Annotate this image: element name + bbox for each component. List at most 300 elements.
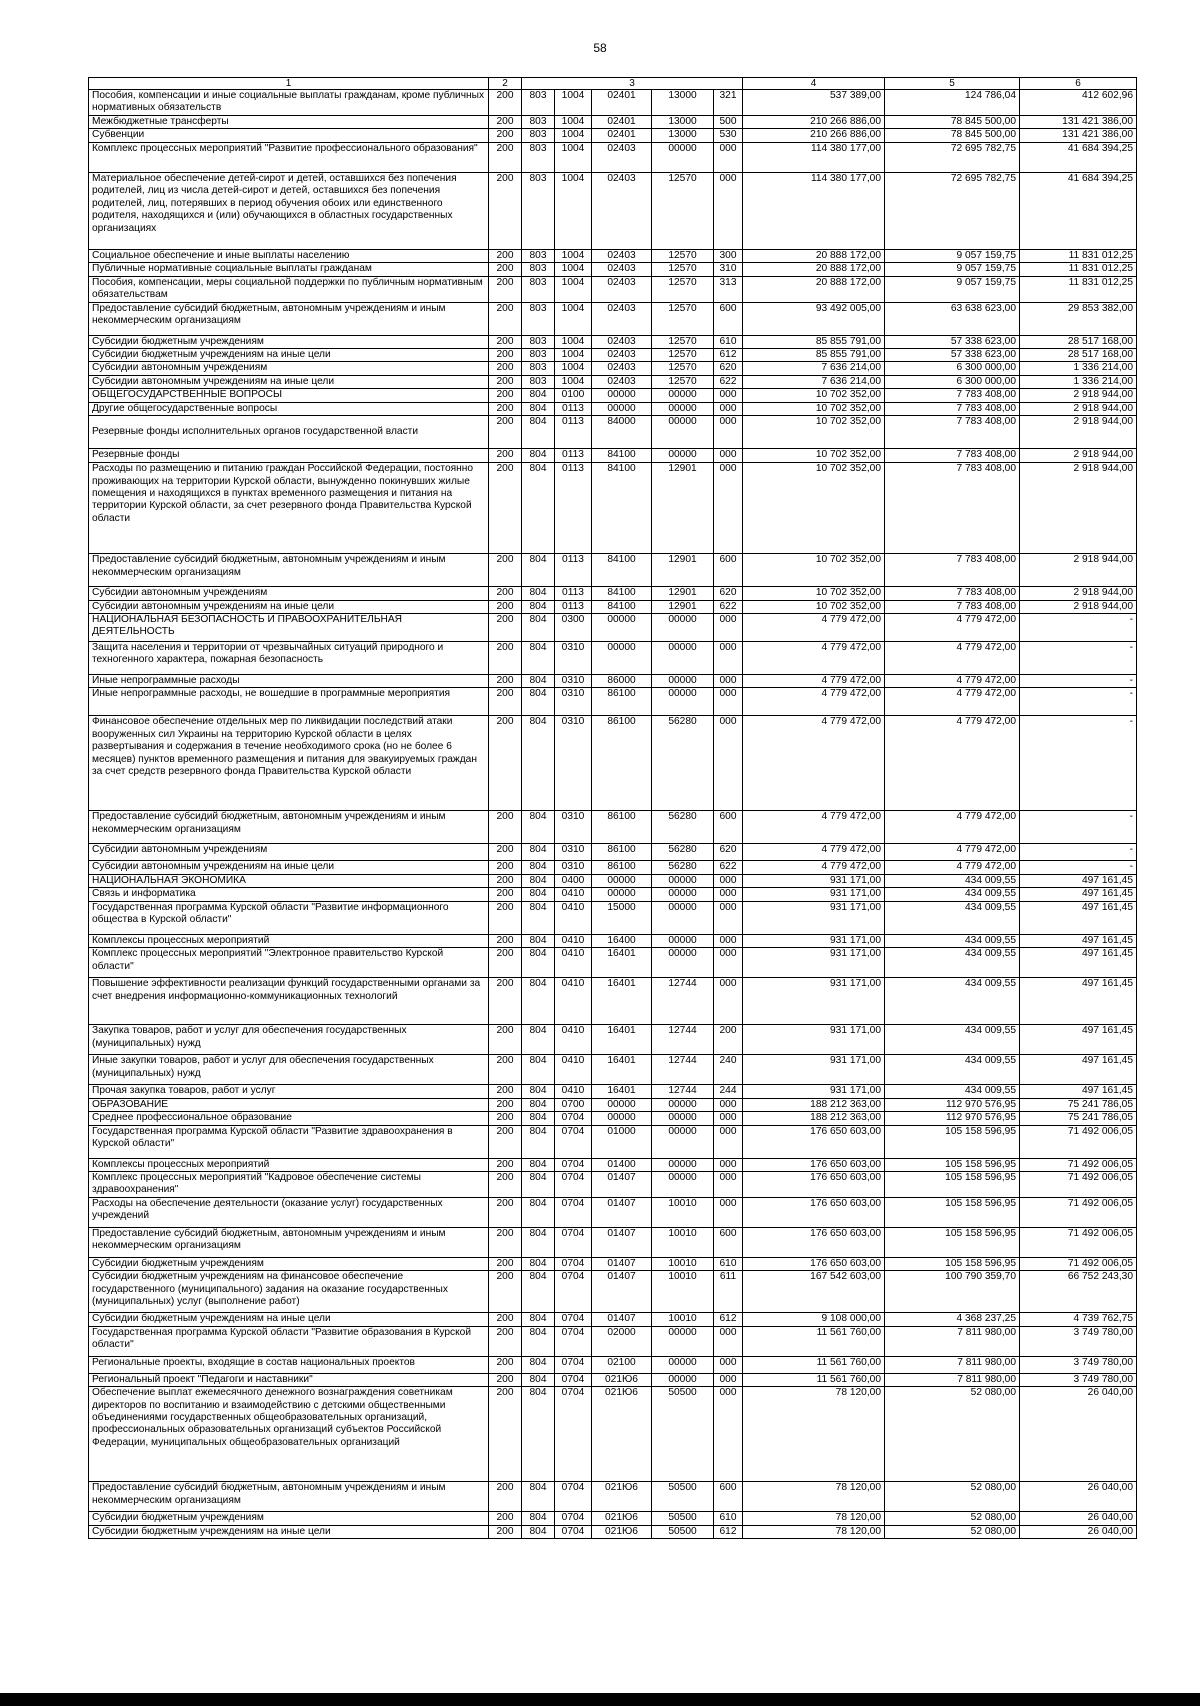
code-direction: 12901 [652, 587, 714, 600]
value-plan: 78 120,00 [743, 1387, 885, 1482]
row-name: Государственная программа Курской области "Развитие здравоохранения в Курской области" [89, 1125, 489, 1158]
code-admin: 200 [489, 978, 522, 1025]
table-row [89, 554, 1137, 587]
code-program: 01407 [592, 1271, 652, 1313]
code-ministry: 803 [522, 249, 555, 262]
row-name: Социальное обеспечение и иные выплаты населению [89, 249, 489, 262]
row-name: НАЦИОНАЛЬНАЯ БЕЗОПАСНОСТЬ И ПРАВООХРАНИТЕЛЬНАЯ ДЕЯТЕЛЬНОСТЬ [89, 614, 489, 642]
code-program: 02000 [592, 1326, 652, 1356]
value-remaining: - [1020, 811, 1137, 844]
code-section: 0113 [555, 463, 592, 554]
code-ministry: 804 [522, 978, 555, 1025]
table-row [89, 1197, 1137, 1227]
code-direction: 00000 [652, 874, 714, 887]
code-admin: 200 [489, 129, 522, 142]
code-admin: 200 [489, 874, 522, 887]
code-program: 00000 [592, 389, 652, 402]
code-ministry: 804 [522, 1171, 555, 1197]
code-direction: 12570 [652, 362, 714, 375]
value-executed: 434 009,55 [885, 978, 1020, 1025]
code-section: 0704 [555, 1313, 592, 1326]
table-row [89, 302, 1137, 335]
code-expense-type: 000 [714, 934, 743, 947]
code-expense-type: 620 [714, 362, 743, 375]
code-program: 01407 [592, 1171, 652, 1197]
table-row [89, 642, 1137, 675]
code-expense-type: 000 [714, 1326, 743, 1356]
value-remaining: 11 831 012,25 [1020, 249, 1137, 262]
table-row [89, 844, 1137, 861]
value-remaining: 26 040,00 [1020, 1387, 1137, 1482]
code-admin: 200 [489, 302, 522, 335]
code-section: 0113 [555, 554, 592, 587]
code-direction: 50500 [652, 1387, 714, 1482]
value-executed: 105 158 596,95 [885, 1158, 1020, 1171]
code-expense-type: 620 [714, 587, 743, 600]
value-executed: 7 811 980,00 [885, 1373, 1020, 1386]
code-section: 0704 [555, 1387, 592, 1482]
code-direction: 56280 [652, 861, 714, 874]
table-row [89, 1482, 1137, 1512]
row-name: Пособия, компенсации, меры социальной поддержки по публичным нормативным обязательствам [89, 276, 489, 302]
code-section: 0113 [555, 416, 592, 449]
row-name: Материальное обеспечение детей-сирот и детей, оставшихся без попечения родителей, лиц из числа детей-сирот и детей, оставшихся без попечения родителей, лиц, потерявших в период обучения обоих или единственного родителя, находящихся и (или) обучающихся в областных государственных организациях [89, 172, 489, 249]
code-ministry: 804 [522, 1098, 555, 1111]
code-section: 0310 [555, 811, 592, 844]
value-executed: 63 638 623,00 [885, 302, 1020, 335]
value-remaining: 41 684 394,25 [1020, 142, 1137, 172]
value-executed: 105 158 596,95 [885, 1125, 1020, 1158]
code-admin: 200 [489, 675, 522, 688]
value-plan: 4 779 472,00 [743, 861, 885, 874]
code-program: 02403 [592, 335, 652, 348]
value-executed: 9 057 159,75 [885, 263, 1020, 276]
code-expense-type: 622 [714, 375, 743, 388]
table-row [89, 934, 1137, 947]
code-admin: 200 [489, 1313, 522, 1326]
value-remaining: 71 492 006,05 [1020, 1158, 1137, 1171]
code-expense-type: 000 [714, 1373, 743, 1386]
value-plan: 85 855 791,00 [743, 348, 885, 361]
value-executed: 4 779 472,00 [885, 642, 1020, 675]
value-plan: 85 855 791,00 [743, 335, 885, 348]
code-section: 1004 [555, 335, 592, 348]
code-expense-type: 000 [714, 948, 743, 978]
code-ministry: 804 [522, 1197, 555, 1227]
table-row [89, 1158, 1137, 1171]
code-section: 1004 [555, 249, 592, 262]
value-plan: 20 888 172,00 [743, 276, 885, 302]
row-name: Комплекс процессных мероприятий "Электронное правительство Курской области" [89, 948, 489, 978]
row-name: Субсидии автономным учреждениям на иные цели [89, 375, 489, 388]
code-expense-type: 612 [714, 1525, 743, 1538]
code-program: 021Ю6 [592, 1482, 652, 1512]
code-program: 84000 [592, 416, 652, 449]
row-name: Комплекс процессных мероприятий "Развитие профессионального образования" [89, 142, 489, 172]
value-executed: 7 783 408,00 [885, 402, 1020, 415]
code-section: 0704 [555, 1158, 592, 1171]
code-ministry: 804 [522, 934, 555, 947]
code-admin: 200 [489, 263, 522, 276]
code-ministry: 804 [522, 587, 555, 600]
value-remaining: 2 918 944,00 [1020, 600, 1137, 613]
code-ministry: 804 [522, 1158, 555, 1171]
code-direction: 13000 [652, 90, 714, 116]
value-plan: 4 779 472,00 [743, 716, 885, 811]
row-name: Региональный проект "Педагоги и наставники" [89, 1373, 489, 1386]
value-remaining: 11 831 012,25 [1020, 276, 1137, 302]
code-ministry: 803 [522, 375, 555, 388]
code-ministry: 804 [522, 861, 555, 874]
code-admin: 200 [489, 1525, 522, 1538]
code-admin: 200 [489, 587, 522, 600]
code-ministry: 803 [522, 90, 555, 116]
code-direction: 00000 [652, 688, 714, 716]
table-row [89, 348, 1137, 361]
table-row [89, 688, 1137, 716]
value-executed: 4 779 472,00 [885, 716, 1020, 811]
row-name: Субсидии автономным учреждениям на иные цели [89, 861, 489, 874]
value-remaining: 497 161,45 [1020, 934, 1137, 947]
code-expense-type: 000 [714, 1197, 743, 1227]
code-expense-type: 622 [714, 600, 743, 613]
code-section: 0704 [555, 1197, 592, 1227]
table-row [89, 901, 1137, 934]
code-section: 0410 [555, 888, 592, 901]
value-executed: 112 970 576,95 [885, 1112, 1020, 1125]
value-executed: 7 783 408,00 [885, 463, 1020, 554]
value-remaining: 71 492 006,05 [1020, 1125, 1137, 1158]
value-plan: 176 650 603,00 [743, 1227, 885, 1257]
code-direction: 12570 [652, 302, 714, 335]
code-program: 84100 [592, 600, 652, 613]
code-expense-type: 000 [714, 142, 743, 172]
table-row [89, 675, 1137, 688]
value-remaining: 26 040,00 [1020, 1482, 1137, 1512]
code-program: 16401 [592, 1055, 652, 1085]
value-remaining: 2 918 944,00 [1020, 587, 1137, 600]
code-admin: 200 [489, 934, 522, 947]
scan-bottom-edge [0, 1693, 1200, 1706]
code-program: 00000 [592, 642, 652, 675]
code-program: 00000 [592, 614, 652, 642]
code-direction: 12744 [652, 978, 714, 1025]
code-direction: 00000 [652, 888, 714, 901]
value-plan: 10 702 352,00 [743, 389, 885, 402]
table-row [89, 587, 1137, 600]
code-ministry: 804 [522, 1085, 555, 1098]
code-program: 84100 [592, 449, 652, 463]
row-name: Государственная программа Курской области "Развитие образования в Курской области" [89, 1326, 489, 1356]
table-row [89, 1227, 1137, 1257]
code-ministry: 803 [522, 362, 555, 375]
code-program: 021Ю6 [592, 1525, 652, 1538]
code-expense-type: 500 [714, 115, 743, 128]
table-row [89, 172, 1137, 249]
code-admin: 200 [489, 600, 522, 613]
code-ministry: 804 [522, 463, 555, 554]
value-remaining: 1 336 214,00 [1020, 375, 1137, 388]
code-section: 1004 [555, 115, 592, 128]
code-program: 00000 [592, 402, 652, 415]
code-admin: 200 [489, 1512, 522, 1525]
row-name: Предоставление субсидий бюджетным, автономным учреждениям и иным некоммерческим организациям [89, 554, 489, 587]
value-executed: 52 080,00 [885, 1482, 1020, 1512]
value-remaining: 131 421 386,00 [1020, 129, 1137, 142]
code-admin: 200 [489, 115, 522, 128]
code-expense-type: 000 [714, 888, 743, 901]
value-plan: 188 212 363,00 [743, 1112, 885, 1125]
value-remaining: - [1020, 861, 1137, 874]
code-direction: 00000 [652, 1112, 714, 1125]
code-direction: 56280 [652, 716, 714, 811]
table-row [89, 978, 1137, 1025]
code-direction: 00000 [652, 449, 714, 463]
table-row [89, 1025, 1137, 1055]
code-admin: 200 [489, 642, 522, 675]
value-plan: 210 266 886,00 [743, 115, 885, 128]
table-row [89, 335, 1137, 348]
row-name: Предоставление субсидий бюджетным, автономным учреждениям и иным некоммерческим организациям [89, 1227, 489, 1257]
code-expense-type: 000 [714, 172, 743, 249]
code-direction: 13000 [652, 115, 714, 128]
row-name: Финансовое обеспечение отдельных мер по ликвидации последствий атаки вооруженных сил Украины на территорию Курской области в целях развертывания и содержания в течение необходимого срока (но не более 6 месяцев) пунктов временного размещения и питания для эвакуируемых граждан за счет средств резервного фонда Правительства Курской области [89, 716, 489, 811]
code-section: 0410 [555, 1025, 592, 1055]
code-expense-type: 000 [714, 675, 743, 688]
value-plan: 78 120,00 [743, 1482, 885, 1512]
value-remaining: 497 161,45 [1020, 978, 1137, 1025]
code-ministry: 803 [522, 115, 555, 128]
value-plan: 931 171,00 [743, 1085, 885, 1098]
value-remaining: 71 492 006,05 [1020, 1227, 1137, 1257]
code-ministry: 804 [522, 688, 555, 716]
value-remaining: 1 336 214,00 [1020, 362, 1137, 375]
row-name: Иные непрограммные расходы [89, 675, 489, 688]
code-expense-type: 600 [714, 1227, 743, 1257]
code-direction: 12570 [652, 335, 714, 348]
value-executed: 78 845 500,00 [885, 129, 1020, 142]
row-name: Публичные нормативные социальные выплаты гражданам [89, 263, 489, 276]
code-ministry: 804 [522, 1055, 555, 1085]
table-row [89, 263, 1137, 276]
value-executed: 72 695 782,75 [885, 172, 1020, 249]
value-remaining: 41 684 394,25 [1020, 172, 1137, 249]
row-name: Субсидии бюджетным учреждениям на иные цели [89, 1313, 489, 1326]
code-ministry: 804 [522, 948, 555, 978]
value-remaining: 71 492 006,05 [1020, 1171, 1137, 1197]
table-row [89, 811, 1137, 844]
value-executed: 72 695 782,75 [885, 142, 1020, 172]
code-section: 0704 [555, 1257, 592, 1270]
code-direction: 12744 [652, 1085, 714, 1098]
code-direction: 00000 [652, 1098, 714, 1111]
value-remaining: 2 918 944,00 [1020, 402, 1137, 415]
code-admin: 200 [489, 901, 522, 934]
code-admin: 200 [489, 811, 522, 844]
value-executed: 57 338 623,00 [885, 348, 1020, 361]
code-program: 86100 [592, 861, 652, 874]
code-direction: 00000 [652, 614, 714, 642]
value-plan: 188 212 363,00 [743, 1098, 885, 1111]
code-section: 0704 [555, 1356, 592, 1373]
value-plan: 10 702 352,00 [743, 587, 885, 600]
row-name: Расходы по размещению и питанию граждан Российской Федерации, постоянно проживающих на территории Курской области, вынужденно покинувших жилые помещения и находящихся в пунктах временного размещения и питания на территории Курской области, за счет резервного фонда Правительства Курской области [89, 463, 489, 554]
table-row [89, 1373, 1137, 1386]
code-section: 0113 [555, 449, 592, 463]
value-plan: 93 492 005,00 [743, 302, 885, 335]
table-row [89, 600, 1137, 613]
code-expense-type: 000 [714, 389, 743, 402]
value-executed: 7 783 408,00 [885, 449, 1020, 463]
row-name: Защита населения и территории от чрезвычайных ситуаций природного и техногенного характера, пожарная безопасность [89, 642, 489, 675]
code-admin: 200 [489, 449, 522, 463]
code-expense-type: 244 [714, 1085, 743, 1098]
code-expense-type: 321 [714, 90, 743, 116]
code-admin: 200 [489, 375, 522, 388]
code-ministry: 804 [522, 1112, 555, 1125]
code-admin: 200 [489, 1387, 522, 1482]
row-name: Комплекс процессных мероприятий "Кадровое обеспечение системы здравоохранения" [89, 1171, 489, 1197]
code-expense-type: 310 [714, 263, 743, 276]
code-program: 86100 [592, 844, 652, 861]
code-expense-type: 000 [714, 978, 743, 1025]
code-program: 16401 [592, 1025, 652, 1055]
value-remaining: 3 749 780,00 [1020, 1373, 1137, 1386]
value-executed: 7 811 980,00 [885, 1326, 1020, 1356]
value-plan: 20 888 172,00 [743, 263, 885, 276]
code-admin: 200 [489, 348, 522, 361]
code-direction: 00000 [652, 1326, 714, 1356]
code-program: 02403 [592, 263, 652, 276]
code-ministry: 804 [522, 1025, 555, 1055]
value-plan: 4 779 472,00 [743, 688, 885, 716]
value-plan: 20 888 172,00 [743, 249, 885, 262]
row-name: Региональные проекты, входящие в состав национальных проектов [89, 1356, 489, 1373]
code-admin: 200 [489, 1171, 522, 1197]
header-col-6: 6 [1020, 78, 1137, 90]
value-remaining: 28 517 168,00 [1020, 335, 1137, 348]
code-admin: 200 [489, 1197, 522, 1227]
value-executed: 105 158 596,95 [885, 1197, 1020, 1227]
value-executed: 57 338 623,00 [885, 335, 1020, 348]
code-program: 02403 [592, 302, 652, 335]
code-expense-type: 300 [714, 249, 743, 262]
row-name: Субсидии бюджетным учреждениям [89, 1512, 489, 1525]
value-executed: 7 783 408,00 [885, 600, 1020, 613]
row-name: Другие общегосударственные вопросы [89, 402, 489, 415]
row-name: Субсидии бюджетным учреждениям на финансовое обеспечение государственного (муниципального) задания на оказание государственных (муниципальных) услуг (выполнение работ) [89, 1271, 489, 1313]
code-section: 0310 [555, 642, 592, 675]
code-expense-type: 000 [714, 449, 743, 463]
value-plan: 176 650 603,00 [743, 1257, 885, 1270]
row-name: Иные непрограммные расходы, не вошедшие в программные мероприятия [89, 688, 489, 716]
code-direction: 12901 [652, 554, 714, 587]
value-remaining: 71 492 006,05 [1020, 1257, 1137, 1270]
code-admin: 200 [489, 554, 522, 587]
row-name: Межбюджетные трансферты [89, 115, 489, 128]
value-remaining: 26 040,00 [1020, 1525, 1137, 1538]
code-program: 02401 [592, 115, 652, 128]
code-ministry: 804 [522, 614, 555, 642]
value-executed: 434 009,55 [885, 1055, 1020, 1085]
code-direction: 12570 [652, 249, 714, 262]
value-executed: 4 779 472,00 [885, 614, 1020, 642]
row-name: Обеспечение выплат ежемесячного денежного вознаграждения советникам директоров по воспитанию и взаимодействию с детскими общественными объединениями государственных общеобразовательных организаций, профессиональных образовательных организаций субъектов Российской Федерации, муниципальных общеобразовательных организаций [89, 1387, 489, 1482]
code-program: 00000 [592, 1112, 652, 1125]
code-program: 86100 [592, 716, 652, 811]
row-name: Субвенции [89, 129, 489, 142]
code-section: 0410 [555, 934, 592, 947]
header-col-5: 5 [885, 78, 1020, 90]
code-admin: 200 [489, 1025, 522, 1055]
table-row [89, 1326, 1137, 1356]
code-expense-type: 000 [714, 1387, 743, 1482]
table-body [89, 90, 1137, 1539]
code-section: 0704 [555, 1227, 592, 1257]
value-plan: 9 108 000,00 [743, 1313, 885, 1326]
code-ministry: 804 [522, 1227, 555, 1257]
code-section: 0704 [555, 1482, 592, 1512]
code-direction: 50500 [652, 1512, 714, 1525]
code-section: 0704 [555, 1525, 592, 1538]
code-section: 0310 [555, 861, 592, 874]
code-admin: 200 [489, 716, 522, 811]
code-ministry: 804 [522, 600, 555, 613]
value-plan: 176 650 603,00 [743, 1125, 885, 1158]
code-expense-type: 000 [714, 1098, 743, 1111]
value-plan: 176 650 603,00 [743, 1197, 885, 1227]
row-name: Резервные фонды исполнительных органов государственной власти [89, 416, 489, 449]
value-plan: 78 120,00 [743, 1512, 885, 1525]
code-admin: 200 [489, 1373, 522, 1386]
table-row [89, 1085, 1137, 1098]
code-ministry: 804 [522, 1313, 555, 1326]
code-ministry: 804 [522, 1257, 555, 1270]
value-executed: 112 970 576,95 [885, 1098, 1020, 1111]
code-admin: 200 [489, 1098, 522, 1111]
code-section: 0310 [555, 716, 592, 811]
code-section: 1004 [555, 142, 592, 172]
row-name: Расходы на обеспечение деятельности (оказание услуг) государственных учреждений [89, 1197, 489, 1227]
value-remaining: 28 517 168,00 [1020, 348, 1137, 361]
value-remaining: 2 918 944,00 [1020, 554, 1137, 587]
value-executed: 434 009,55 [885, 888, 1020, 901]
value-executed: 4 368 237,25 [885, 1313, 1020, 1326]
row-name: Иные закупки товаров, работ и услуг для обеспечения государственных (муниципальных) нужд [89, 1055, 489, 1085]
value-remaining: - [1020, 675, 1137, 688]
code-admin: 200 [489, 1125, 522, 1158]
budget-table [88, 77, 1137, 1539]
value-executed: 4 779 472,00 [885, 811, 1020, 844]
code-ministry: 804 [522, 1525, 555, 1538]
value-remaining: 497 161,45 [1020, 1085, 1137, 1098]
code-program: 16401 [592, 948, 652, 978]
row-name: ОБРАЗОВАНИЕ [89, 1098, 489, 1111]
code-expense-type: 000 [714, 463, 743, 554]
value-executed: 6 300 000,00 [885, 375, 1020, 388]
value-remaining: 497 161,45 [1020, 948, 1137, 978]
value-remaining: 75 241 786,05 [1020, 1098, 1137, 1111]
code-admin: 200 [489, 688, 522, 716]
row-name: Комплексы процессных мероприятий [89, 1158, 489, 1171]
value-remaining: 3 749 780,00 [1020, 1356, 1137, 1373]
value-remaining: 497 161,45 [1020, 901, 1137, 934]
code-expense-type: 000 [714, 1356, 743, 1373]
value-executed: 434 009,55 [885, 901, 1020, 934]
code-admin: 200 [489, 1326, 522, 1356]
value-plan: 11 561 760,00 [743, 1326, 885, 1356]
code-section: 0113 [555, 402, 592, 415]
